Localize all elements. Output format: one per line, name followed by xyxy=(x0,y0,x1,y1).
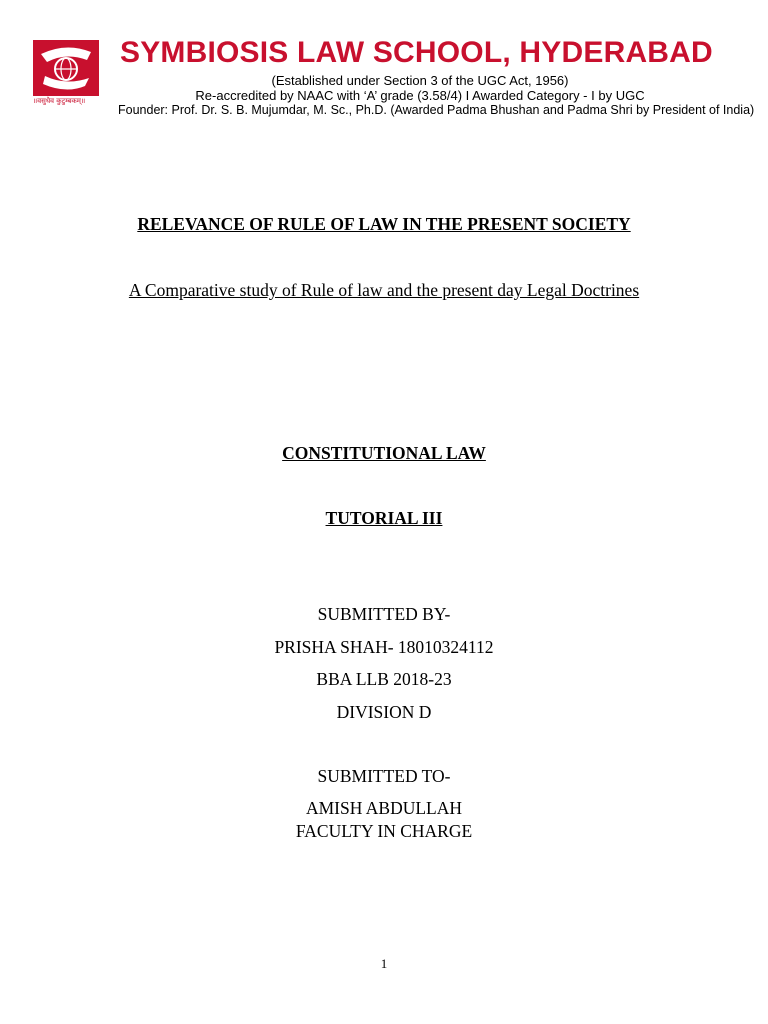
student-course: BBA LLB 2018-23 xyxy=(316,669,452,689)
page-number: 1 xyxy=(380,956,388,971)
accreditation-line: Re-accredited by NAAC with ‘A’ grade (3.58/4) I Awarded Category - I by UGC xyxy=(195,88,645,103)
document-subtitle: A Comparative study of Rule of law and the present day Legal Doctrines xyxy=(128,280,640,300)
school-name: SYMBIOSIS LAW SCHOOL, HYDERABAD xyxy=(120,36,713,69)
document-title: RELEVANCE OF RULE OF LAW IN THE PRESENT SOCIETY xyxy=(137,214,631,234)
establishment-line: (Established under Section 3 of the UGC Act, 1956) xyxy=(271,73,569,88)
student-division: DIVISION D xyxy=(336,702,432,722)
faculty-role: FACULTY IN CHARGE xyxy=(295,821,473,841)
motto: ॥वसुधैव कुटुम्बकम्॥ xyxy=(33,97,86,105)
letterhead xyxy=(0,0,768,130)
faculty-name: AMISH ABDULLAH xyxy=(305,798,463,818)
tutorial-heading: TUTORIAL III xyxy=(325,508,443,528)
student-name: PRISHA SHAH- 18010324112 xyxy=(274,637,494,657)
submitted-by-label: SUBMITTED BY- xyxy=(317,604,451,624)
submitted-to-label: SUBMITTED TO- xyxy=(317,766,451,786)
founder-line: Founder: Prof. Dr. S. B. Mujumdar, M. Sc., Ph.D. (Awarded Padma Bhushan and Padma Shri by President of India) xyxy=(118,103,755,117)
subject-heading: CONSTITUTIONAL LAW xyxy=(282,443,486,463)
